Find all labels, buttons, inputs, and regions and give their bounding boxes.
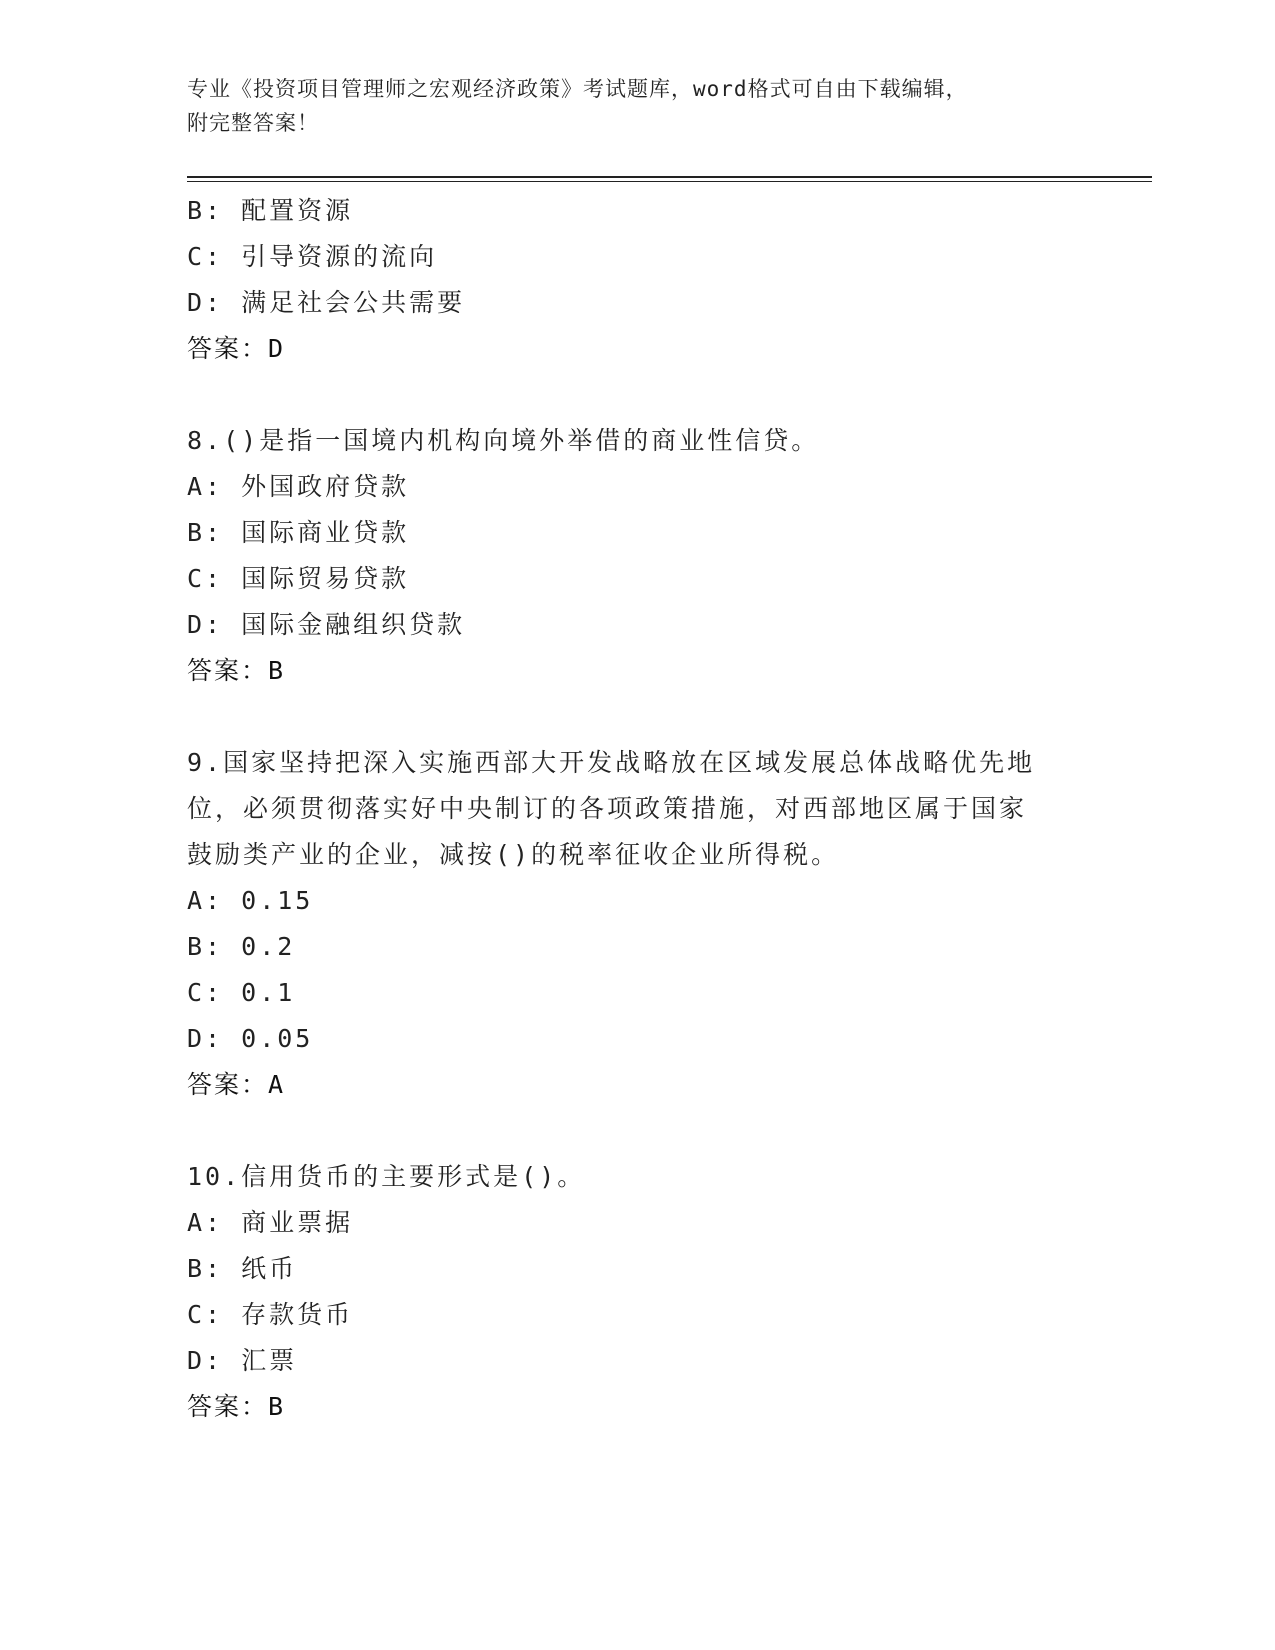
spacer: [187, 694, 1087, 740]
question-stem-line-3: 鼓励类产业的企业，减按()的税率征收企业所得税。: [187, 840, 840, 869]
question-7-tail: [187, 188, 1087, 372]
option-d: D: 汇票: [187, 1346, 298, 1375]
spacer: [187, 1108, 1087, 1154]
header-line-1: 专业《投资项目管理师之宏观经济政策》考试题库，word格式可自由下载编辑，: [187, 77, 968, 101]
option-a: A: 0.15: [187, 886, 314, 915]
option-b: B: 配置资源: [187, 196, 354, 225]
question-9: [187, 740, 1087, 1108]
question-stem: 10.信用货币的主要形式是()。: [187, 1162, 586, 1191]
option-a: A: 外国政府贷款: [187, 472, 410, 501]
question-stem-line-1: 9.国家坚持把深入实施西部大开发战略放在区域发展总体战略优先地: [187, 748, 1036, 777]
answer: 答案：D: [187, 334, 286, 363]
answer: 答案：A: [187, 1070, 286, 1099]
question-8: [187, 418, 1087, 694]
option-b: B: 国际商业贷款: [187, 518, 410, 547]
question-stem-line-2: 位，必须贯彻落实好中央制订的各项政策措施，对西部地区属于国家: [187, 794, 1028, 823]
answer: 答案：B: [187, 1392, 286, 1421]
spacer: [187, 372, 1087, 418]
question-list: [187, 188, 1087, 1430]
option-c: C: 引导资源的流向: [187, 242, 438, 271]
question-10: [187, 1154, 1087, 1430]
option-c: C: 国际贸易贷款: [187, 564, 410, 593]
option-c: C: 存款货币: [187, 1300, 354, 1329]
option-d: D: 满足社会公共需要: [187, 288, 466, 317]
option-a: A: 商业票据: [187, 1208, 354, 1237]
option-c: C: 0.1: [187, 978, 296, 1007]
document-header: [187, 72, 1067, 140]
question-stem: 8.()是指一国境内机构向境外举借的商业性信贷。: [187, 426, 820, 455]
header-line-2: 附完整答案！: [187, 111, 319, 135]
header-rule-thin: [187, 181, 1152, 182]
option-d: D: 国际金融组织贷款: [187, 610, 466, 639]
header-rule-thick: [187, 176, 1152, 178]
option-b: B: 纸币: [187, 1254, 298, 1283]
answer: 答案：B: [187, 656, 286, 685]
option-b: B: 0.2: [187, 932, 296, 961]
option-d: D: 0.05: [187, 1024, 314, 1053]
